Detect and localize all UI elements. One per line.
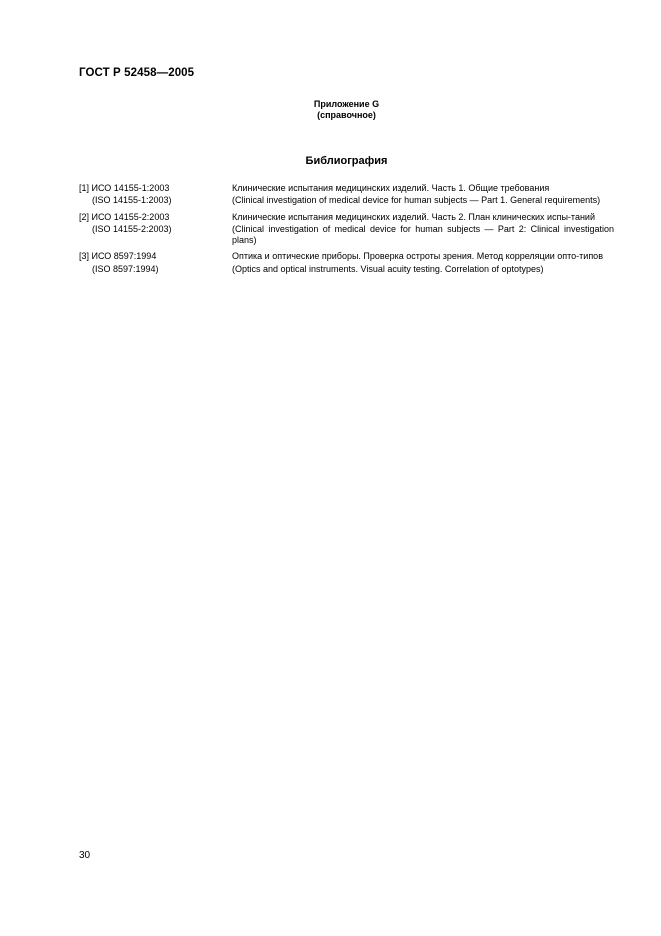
- bibliography-title: Библиография: [305, 155, 388, 167]
- entry-alt-reference: (ISO 14155-2:2003): [92, 223, 172, 234]
- annex-status: (справочное): [317, 110, 376, 120]
- entry-alt-description: (Clinical investigation of medical device for human subjects — Part 2: Clinical investigation plans): [232, 223, 614, 246]
- annex-title: Приложение G: [313, 99, 380, 109]
- entry-description: Клинические испытания медицинских изделий. Часть 1. Общие требования: [232, 183, 550, 193]
- entry-reference: [2] ИСО 14155-2:2003: [79, 211, 170, 222]
- entry-row: [79, 183, 614, 194]
- entry-alt-row: [79, 224, 614, 247]
- entry-reference: [1] ИСО 14155-1:2003: [79, 183, 170, 193]
- standard-header: ГОСТ Р 52458—2005: [79, 67, 195, 79]
- entry-alt-row: [79, 264, 614, 275]
- entry-alt-description: (Optics and optical instruments. Visual acuity testing. Correlation of optotypes): [232, 263, 544, 274]
- bibliography-entry: [79, 212, 614, 247]
- entry-reference: [3] ИСО 8597:1994: [79, 251, 157, 262]
- bibliography-entry: [79, 183, 614, 207]
- entry-alt-row: [79, 195, 614, 206]
- entry-alt-reference: (ISO 14155-1:2003): [92, 195, 172, 206]
- entry-row: [79, 251, 614, 262]
- entry-row: [79, 212, 614, 223]
- page-number: 30: [79, 850, 91, 861]
- bibliography-list: [79, 183, 614, 280]
- bibliography-entry: [79, 251, 614, 275]
- entry-description: Оптика и оптические приборы. Проверка остроты зрения. Метод корреляции опто-типов: [232, 251, 603, 262]
- entry-alt-description: (Clinical investigation of medical device for human subjects — Part 1. General requirements): [232, 195, 601, 206]
- entry-alt-reference: (ISO 8597:1994): [92, 263, 159, 274]
- annex-heading: [79, 99, 614, 121]
- entry-description: Клинические испытания медицинских изделий. Часть 2. План клинических испы-таний: [232, 211, 595, 222]
